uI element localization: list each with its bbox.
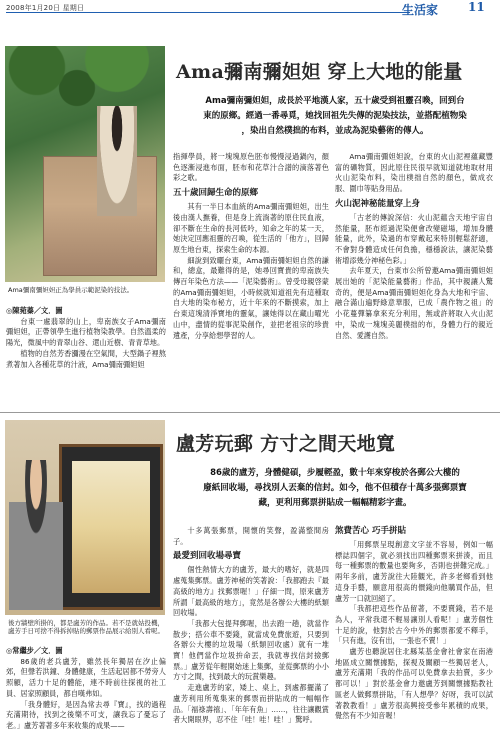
paragraph: 86歲的老兵盧芳，雖然長年獨居在汐止偏郊，但聲若洪鐘、身體健康，生活起居都不勞旁人照顧，活力十足的體能，連不時前往探視的社工員、居家照顧員，都自嘆弗如。 <box>6 656 166 698</box>
article1-subtitle-line: Ama彌南彌妲妲，成長於平地漢人家，五十歲受到祖靈召喚，回到台 <box>205 96 465 106</box>
section-heading: 煞費苦心 巧手拼貼 <box>335 526 406 536</box>
collector-figure-graphic <box>9 460 63 610</box>
paragraph: 去年夏天，台東市公所曾邀Ama彌南彌妲妲展出她的「泥染能量藝術」作品，其中親讓人驚奇的，便是Ama彌南彌妲妲化身為大地和宇宙、融合滿山遍野綠意華服，已成「農作物之祖」的小花蔓彈纂拿來充分利用，無或許將取入火山泥中，染成一塊塊美麗樸拙的布，身體力行的親近自然、愛護自然。 <box>335 266 493 340</box>
article1-photo-caption: Ama彌南彌妲妲正為學員示範泥染的技法。 <box>8 286 134 294</box>
paragraph: 「我都把這些作品留著，不要賣錢，若不是為人，平常我還不輕易讓別人看呢！」盧芳個性十足的說，他對於古今中外的郵票都愛不釋手，「只有進，沒有出，一張也不賣！」 <box>335 604 493 646</box>
paragraph: 其有一半日本血統的Ama彌南彌妲妲，出生後由漢人撫養，但是身上流淌著的原住民血液，卻不斷在生命的長河低吟，知命之年的某一天，她決定回應祖靈的召喚，從生活的「他方」，回歸原生地台東，探索生命的本源。 <box>173 202 329 254</box>
article1-subtitle-line: ，染出自然樸拙的布料，並成為泥染藝術的傳人。 <box>241 126 429 136</box>
paragraph: 十多萬張郵票，開懷的笑聲，盈滿整間房子。 <box>173 526 329 546</box>
stamp-artwork-graphic <box>59 444 163 610</box>
header-rule <box>6 12 410 13</box>
paragraph: 「我身體好，是因為常去尋『寶』，找的過程充滿期待，找到之後樂不可支，讓我忘了憂忘了老。」盧芳著著多年來收集的成果—— <box>6 699 166 730</box>
article1-subtitle-line: 東的原鄉。經過一番尋覓，她找回祖先失傳的泥染技法，並搭配植物染 <box>203 111 467 121</box>
artist-figure-graphic <box>97 106 137 216</box>
section-heading: 五十歲回歸生命的原鄉 <box>173 188 259 199</box>
paragraph: Ama彌南彌妲妲說，台東的火山泥裡蘊藏豐富的礦物質，因此原住民很早就知道就地取材用火山泥染布料，染出樸拙自然的顏色，做成衣服、圍巾等貼身用品。 <box>335 152 493 194</box>
article2-subtitle-line: 86歲的盧芳，身體健碩，步履輕盈，數十年來穿梭於各郵公大樓的 <box>210 468 460 478</box>
article2-photo <box>5 420 165 615</box>
foliage-graphic <box>5 46 165 116</box>
article1-title: Ama彌南彌妲妲 穿上大地的能量 <box>176 61 463 83</box>
article2-column-1 <box>6 646 166 732</box>
article2-photo-caption: 後方牆壁所掛的，都是盧芳的作品。若不是就姑投機，盧芳手日可捨不得拆掉貼的郵票作品展示給別人看呢。 <box>8 619 164 635</box>
paragraph: 「古老的傳說深信：火山泥蘊含天地宇宙自然能量，胚布經過泥染便會改變磁場，增加身體能量，此外，染過的布穿戴起來特別輕鬆舒適，不會對身體造成任何負擔，穩穩說法，讓泥染藝術增添幾分神秘色彩。」 <box>335 212 493 265</box>
paragraph: 「我都大包提拜郵喔，出去跑一趟，就當作散步；搭公車不要錢，就當成免費旅遊，只要到各辦公大樓的垃圾場（紙類回收處）就有一堆寶！他們當作垃圾拚命丟，我就專找信封撿郵票。」盧芳從年輕開始迷上集郵，並從郵票的小小方寸之間，找到最大的玩賞樂趣。 <box>173 618 329 682</box>
article2-column-2 <box>173 526 329 726</box>
article2-title: 盧芳玩郵 方寸之間天地寬 <box>176 433 396 455</box>
paragraph: 走進盧芳的家，矮上、桌上，到處都擺滿了盧芳利用所蒐集來的郵票而拼貼成的一幅幅作品。「福祿壽禧」、「年年有魚」……，往往讓觀賞者大開眼界，忍不住「哇！哇！哇！」驚呼。 <box>173 683 329 725</box>
page-number: 11 <box>468 0 485 14</box>
article2-subtitle <box>176 466 494 511</box>
article1-column-3 <box>335 152 493 341</box>
article-divider <box>0 412 500 413</box>
section-heading: 最愛到回收場尋寶 <box>173 551 242 562</box>
paragraph: 「用郵票呈現創意文字並不容易，例如一幅標誌四個字，就必須找出四種郵票來拼湊，而且每一種郵票的數量也要夠多，否則也拼難完成。」兩年多前，盧芳說往大陸觀光，許多老鄉看到他這身手藝，願意用很高的價錢向他購買作品，但盧芳一口就回絕了。 <box>335 540 493 603</box>
paragraph: 盧芳也聽說居住北縣某基金會社會家在南港地區成立關懷據點，探視及關顧一些獨居老人，盧芳充滿期「我的作品可以免費拿去拍賣，多少都可以！」對於基金會力邀盧芳到關懷據點教社區老人做郵票拼貼，「有人想學？好呀，我可以試著教教看！」盧芳很高興接受參年累積的成果，覺然有不少知音喔！ <box>335 647 493 721</box>
paragraph: 細說到致曬台東，Ama彌南彌妲妲自然的謙和，總盒，最難得的是，她尋回寶貴的卑南族失傳百年染色方法——「泥染藝術」。曾受母親啓蒙的Ama彌南彌妲妲，小時候就知道祖先有這種取自大地的染布秘方，近十年來的不斷摸索，加上台東這塊清淨寶地的靈氣，讓她得以在藏山曜光山中，盡情的從事泥染創作，並把老祖宗的珍貴遺產，分享給想學習的人。 <box>173 255 329 340</box>
article2-byline: ◎常繼步／文．圖 <box>6 646 63 655</box>
paragraph: 指揮學員，將一塊塊原色胚布慢慢浸過鍋內，顏色逐漸浸進布面，胚布和花草汁合譜的滴落著色彩之歌。 <box>173 152 329 183</box>
paragraph: 台東一處翡翠的山上，卑南族女子Ama彌南彌妲妲，正帶領學生進行植物染教學。自然溫柔的陽光，微風中的青翠山谷、還山近樹、青青草地。 <box>6 316 166 348</box>
section-heading: 火山泥神秘能量穿上身 <box>335 198 421 209</box>
paragraph: 植物的自然芳香瀰漫在空氣間，大型鍋子裡熬煮著加入各種花草的汁液，Ama彌南彌妲妲 <box>6 348 166 369</box>
article2-subtitle-line: 廢紙回收場，尋找別人丟棄的信封。如今，他不但積存十萬多張郵票寶 <box>203 483 467 493</box>
issue-date: 2008年1月20日 星期日 <box>6 4 85 12</box>
article1-subtitle <box>176 94 494 139</box>
article2-subtitle-line: 藏，更利用郵票拼貼成一幅幅精彩字畫。 <box>258 498 412 508</box>
article1-column-1 <box>6 306 166 370</box>
paragraph: 個性熱情大方的盧芳，最大的嗜好，就是四處蒐集郵票。盧芳神秘的笑著說：「我都跑去『最高級的地方』找郵票喔！」仔細一問，原來盧芳所謂「最高級的地方」，竟然是各辦公大樓的紙類回收場。 <box>173 565 329 618</box>
article1-column-2 <box>173 152 329 341</box>
section-name: 生活家 <box>402 3 439 17</box>
article1-byline: ◎陳菀蓁／文．圖 <box>6 306 63 315</box>
article1-photo <box>5 46 165 282</box>
